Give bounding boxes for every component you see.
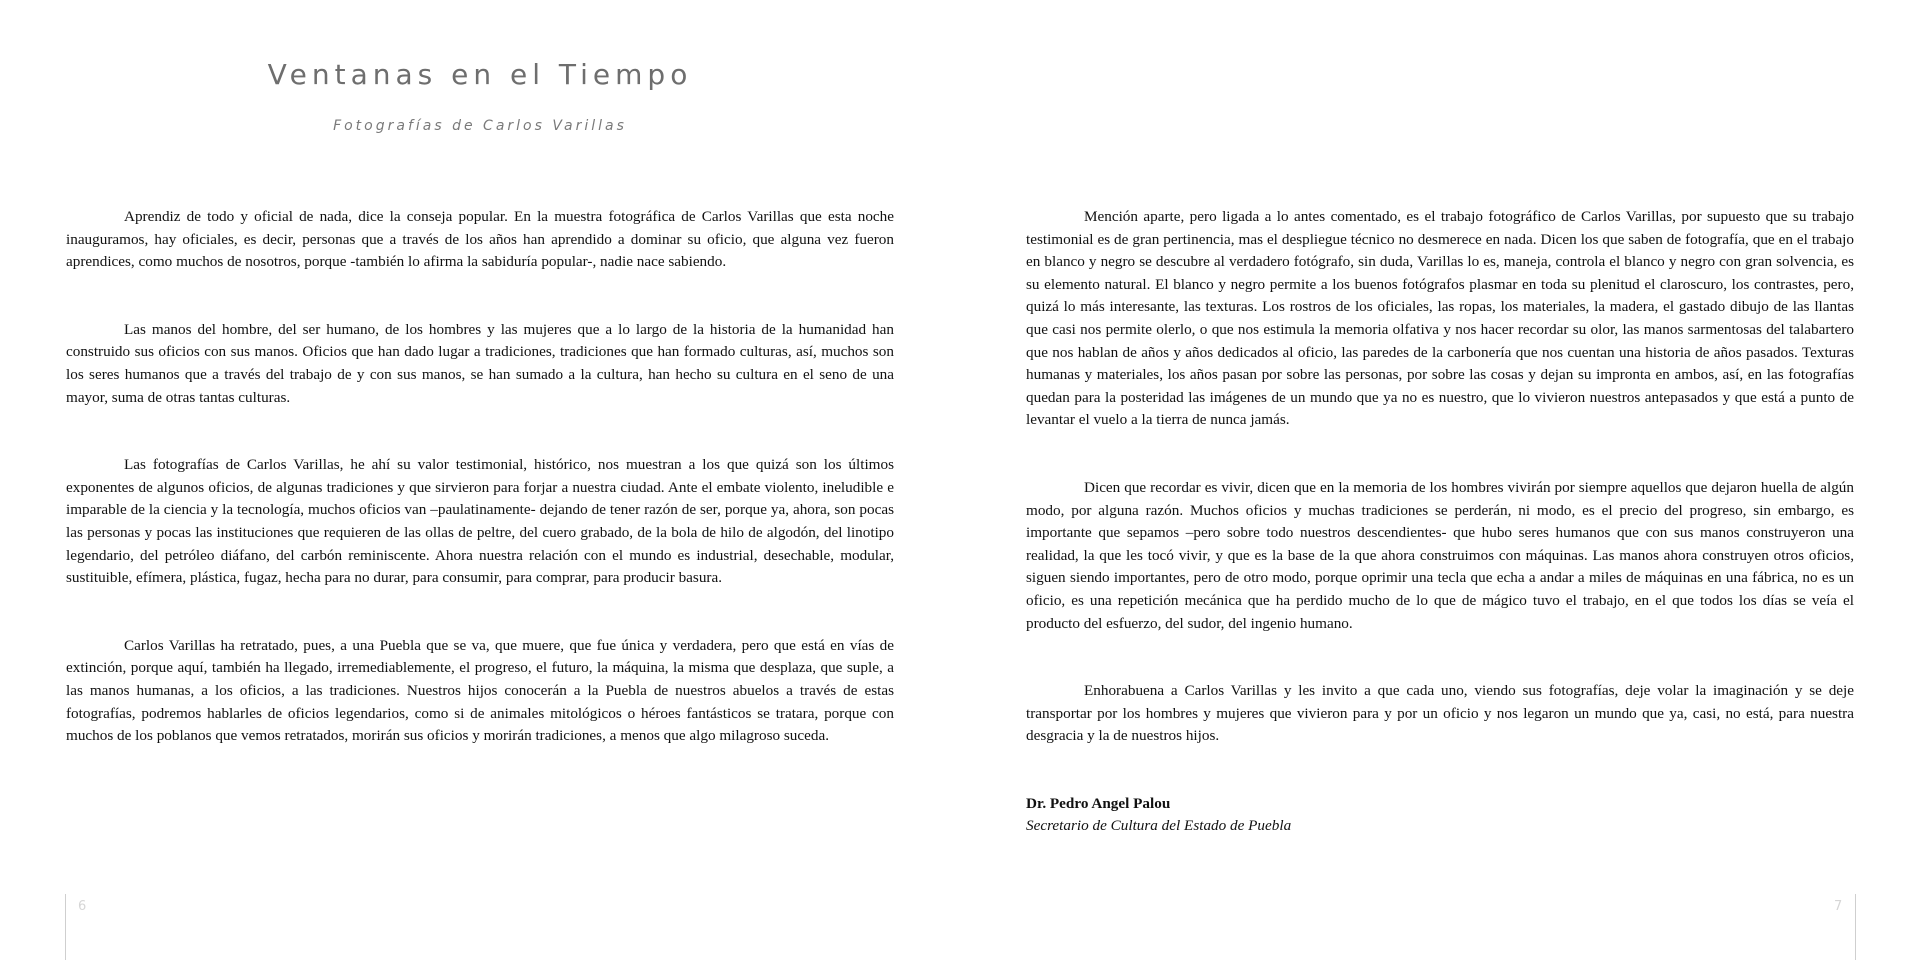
signature-name: Dr. Pedro Angel Palou <box>1026 794 1171 812</box>
page-frame-line <box>1855 894 1856 960</box>
right-page <box>960 0 1920 960</box>
page-number: 7 <box>1834 899 1843 914</box>
paragraph: Dicen que recordar es vivir, dicen que en la memoria de los hombres vivirán por siempre aquellos que dejaron huella de algún modo, por alguna razón. Muchos oficios y muchas tradiciones se perderán, ni modo, es el precio del progreso, sin embargo, es importante que sepamos –pero sobre todo nuestros descendientes- que hubo seres humanos que con sus manos construyeron una realidad, la que les tocó vivir, y que es la base de la que ahora construimos con máquinas. Las manos ahora construyen otros oficios, siguen siendo importantes, pero de otro modo, porque oprimir una tecla que echa a andar a miles de máquinas en una fábrica, no es un oficio, es una repetición mecánica que ha perdido mucho de lo que de mágico tuvo el trabajo, en el que todos los días se veía el producto del esfuerzo, del sudor, del ingenio humano. <box>1026 478 1854 632</box>
right-text-column <box>1026 206 1854 837</box>
paragraph: Aprendiz de todo y oficial de nada, dice la conseja popular. En la muestra fotográfica de Carlos Varillas que esta noche inauguramos, hay oficiales, es decir, personas que a través de los años han aprendido a dominar su oficio, que alguna vez fueron aprendices, como muchos de nosotros, porque -también lo afirma la sabiduría popular-, nadie nace sabiendo. <box>66 208 894 271</box>
page-frame-line <box>65 894 66 960</box>
paragraph: Las manos del hombre, del ser humano, de los hombres y las mujeres que a lo largo de la historia de la humanidad han construido sus oficios con sus manos. Oficios que han dado lugar a tradiciones, tradiciones que han formado culturas, así, muchos son los seres humanos que a través del trabajo de y con sus manos, se han sumado a la cultura, han hecho su cultura en el seno de una mayor, suma de otras tantas culturas. <box>66 320 894 406</box>
paragraph: Enhorabuena a Carlos Varillas y les invito a que cada uno, viendo sus fotografías, deje volar la imaginación y se deje transportar por los hombres y mujeres que vivieron para y por un oficio y nos legaron un mundo que ya, casi, no está, para nuestra desgracia y la de nuestros hijos. <box>1026 682 1854 745</box>
left-text-column <box>66 206 894 793</box>
signature-role: Secretario de Cultura del Estado de Puebla <box>1026 816 1292 834</box>
signature-block <box>1026 793 1854 837</box>
page-title: Ventanas en el Tiempo <box>267 58 693 91</box>
page-subtitle: Fotografías de Carlos Varillas <box>333 118 627 134</box>
paragraph: Carlos Varillas ha retratado, pues, a una Puebla que se va, que muere, que fue única y verdadera, pero que está en vías de extinción, porque aquí, también ha llegado, irremediablemente, el progreso, el futuro, la máquina, la misma que desplaza, que suple, a las manos humanas, a los oficios, a las tradiciones. Nuestros hijos conocerán a la Puebla de nuestros abuelos a través de estas fotografías, podremos hablarles de oficios legendarios, como si de animales mitológicos o héroes fantásticos se tratara, porque con muchos de los poblanos que vemos retratados, morirán sus oficios y morirán tradiciones, a menos que algo milagroso suceda. <box>66 636 894 745</box>
paragraph: Las fotografías de Carlos Varillas, he ahí su valor testimonial, histórico, nos muestran a los que quizá son los últimos exponentes de algunos oficios, de algunas tradiciones y que sirvieron para forjar a nuestra ciudad. Ante el embate violento, ineludible e imparable de la ciencia y la tecnología, muchos oficios van –paulatinamente- dejando de tener razón de ser, porque ya, ahora, son pocas las personas y pocas las instituciones que requieren de las ollas de peltre, del cuero grabado, de la bola de hilo de algodón, del linotipo legendario, del petróleo diáfano, del carbón reminiscente. Ahora nuestra relación con el mundo es industrial, desechable, modular, sustituible, efímera, plástica, fugaz, hecha para no durar, para consumir, para comprar, para producir basura. <box>66 456 894 587</box>
page-number: 6 <box>78 899 87 914</box>
paragraph: Mención aparte, pero ligada a lo antes comentado, es el trabajo fotográfico de Carlos Varillas, por supuesto que su trabajo testimonial es de gran pertinencia, mas el despliegue técnico no desmerece en nada. Dicen los que saben de fotografía, que en el trabajo en blanco y negro se descubre al verdadero fotógrafo, sin duda, Varillas lo es, maneja, controla el blanco y negro con gran solvencia, es su elemento natural. El blanco y negro permite a los buenos fotógrafos plasmar en toda su plenitud el claroscuro, los contrastes, pero, quizá lo más interesante, las texturas. Los rostros de los oficiales, las ropas, los materiales, la madera, el gastado dibujo de las llantas que casi nos permite olerlo, o que nos estimula la memoria olfativa y nos hacer recordar su olor, las manos sarmentosas del talabartero que nos hablan de años y años dedicados al oficio, las paredes de la carbonería que nos cuentan una historia de años pasados. Texturas humanas y materiales, los años pasan por sobre las personas, por sobre las cosas y dejan su impronta en ambos, así, en las fotografías quedan para la posteridad las imágenes de un mundo que ya no es nuestro, que lo vivieron nuestros antepasados y que está a punto de levantar el vuelo a la tierra de nunca jamás. <box>1026 208 1854 429</box>
